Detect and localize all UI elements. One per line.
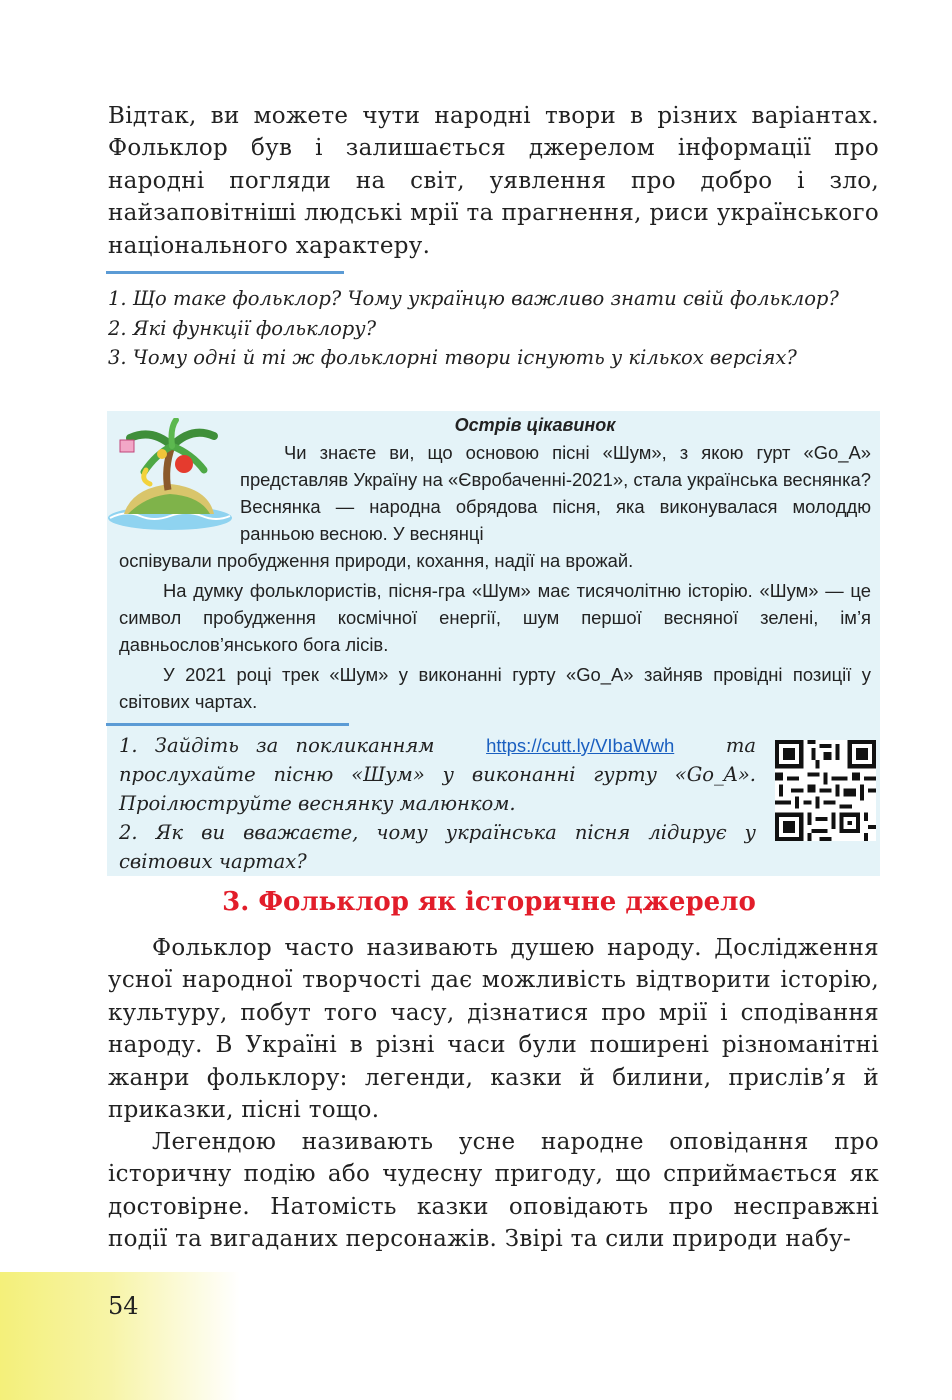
intro-paragraph: Відтак, ви можете чути народні твори в різних варіантах. Фольклор був і залишається джерелом інформації про народні погляди на світ, уявлення про добро і зло, найзаповітніші людські мрії та прагнення, риси українського національного характеру. — [108, 103, 879, 259]
curiosity-tasks — [119, 731, 756, 876]
task-1-text-continued: та прослухайте пісню «Шум» у виконанні гурту «Go_A». Проілюструйте веснянку малюнком. — [119, 734, 756, 815]
section-paragraph-1: Фольклор часто називають душею народу. Дослідження усної народної творчості дає можливість відтворити історію, культуру, побут того часу, дізнатися про мрії і сподівання народу. В Україні в різні часи були поширені різноманітні жанри фольклору: легенди, казки й билини, прислів’я й приказки, пісні тощо. — [108, 935, 879, 1124]
question-2: 2. Які функції фольклору? — [108, 316, 377, 340]
curiosity-box-title: Острів цікавинок — [454, 415, 616, 435]
song-link[interactable]: https://cutt.ly/VIbaWwh — [486, 735, 675, 756]
tasks-divider — [106, 723, 349, 726]
question-3: 3. Чому одні й ті ж фольклорні твори існують у кількох версіях? — [108, 346, 797, 369]
task-1 — [119, 731, 756, 818]
curiosity-paragraph-3: У 2021 році трек «Шум» у виконанні гурту «Go_A» зайняв провідні позиції у світових чартах. — [119, 664, 871, 712]
qr-code-icon[interactable] — [775, 740, 876, 841]
task-2: 2. Як ви вважаєте, чому українська пісня лідирує у світових чартах? — [119, 821, 756, 873]
task-1-text: 1. Зайдіть за покликанням — [119, 734, 435, 757]
page-number: 54 — [108, 1292, 139, 1320]
question-1: 1. Що таке фольклор? Чому українцю важливо знати свій фольклор? — [108, 287, 839, 310]
questions-divider — [106, 271, 344, 274]
section-paragraph-2: Легендою називають усне народне оповідання про історичну подію або чудесну пригоду, що сприймається як достовірне. Натомість казки оповідають про несправжні події та вигаданих персонажів. Звірі та сили природи набу- — [108, 1129, 879, 1253]
curiosity-paragraph-1: Чи знаєте ви, що основою пісні «Шум», з якою гурт «Go_A» представляв Україну на «Євробаченні-2021», стала українська веснянка? Веснянка — народна обрядова пісня, яка виконувалася молоддю ранньою весною. У веснянці — [240, 442, 871, 544]
review-questions — [108, 284, 879, 373]
section-heading: 3. Фольклор як історичне джерело — [222, 887, 756, 917]
curiosity-paragraph-1-continued: оспівували пробудження природи, кохання, надії на врожай. — [119, 550, 634, 571]
curiosity-paragraph-2: На думку фольклористів, пісня-гра «Шум» має тисячолітню історію. «Шум» — це символ пробудження космічної енергії, шум першої весняної зелені, ім’я давньослов’янського бога лісів. — [119, 580, 871, 655]
